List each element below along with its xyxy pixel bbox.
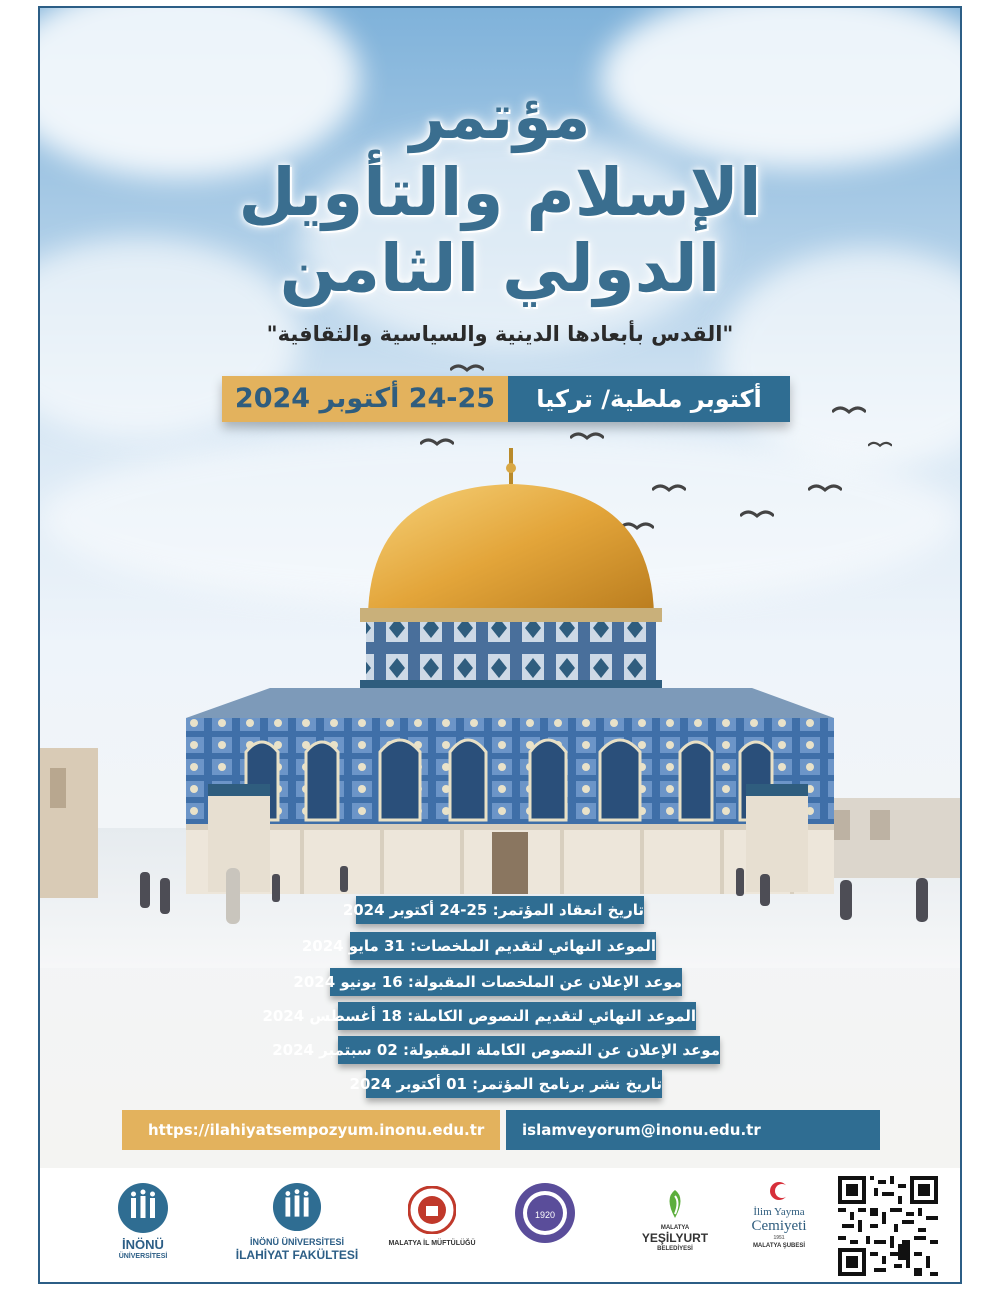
schedule-item: الموعد النهائي لتقديم الملخصات: 31 مايو 2024 xyxy=(350,932,656,960)
battalgazi-logo xyxy=(510,1182,580,1248)
email-link[interactable]: islamveyorum@inonu.edu.tr xyxy=(506,1110,880,1150)
title-line-3: الدولي الثامن xyxy=(279,230,721,307)
battalgazi-year: 1920 xyxy=(534,1210,556,1220)
ilahiyat-university: İNÖNÜ ÜNİVERSİTESİ xyxy=(249,1237,344,1247)
inonu-university-logo xyxy=(108,1182,178,1262)
event-date: 24-25 أكتوبر 2024 xyxy=(222,376,508,422)
schedule-item: تاريخ انعقاد المؤتمر: 25-24 أكتوبر 2024 xyxy=(356,896,644,924)
schedule-item: موعد الإعلان عن النصوص الكاملة المقبولة: 02 سبتمبر 2024 xyxy=(338,1036,720,1064)
bird-icon xyxy=(832,404,866,418)
yesilyurt-name: YEŞİLYURT xyxy=(641,1231,709,1245)
sponsor-logos xyxy=(40,1168,960,1284)
website-link[interactable]: https://ilahiyatsempozyum.inonu.edu.tr xyxy=(122,1110,500,1150)
ilim-line-1: İlim Yayma xyxy=(753,1206,805,1218)
title-line-1: مؤتمر xyxy=(409,80,591,153)
ilahiyat-faculty-logo xyxy=(222,1182,372,1262)
battalgazi-emblem-icon xyxy=(514,1182,576,1244)
malatya-mufti-logo xyxy=(372,1186,492,1250)
poster xyxy=(40,8,960,1168)
yesilyurt-emblem-icon xyxy=(662,1188,688,1220)
ilahiyat-emblem-icon xyxy=(272,1182,322,1232)
ilahiyat-faculty: İLAHİYAT FAKÜLTESİ xyxy=(235,1248,359,1262)
mufti-name: MALATYA İL MÜFTÜLÜĞÜ xyxy=(388,1240,476,1247)
crescent-icon xyxy=(768,1180,790,1202)
title-line-2: الإسلام والتأويل xyxy=(238,154,762,231)
dome-of-the-rock-illustration xyxy=(40,448,960,968)
ilim-line-2: Cemiyeti xyxy=(751,1218,807,1234)
inonu-emblem-icon xyxy=(117,1182,169,1234)
yesilyurt-sub: BELEDİYESİ xyxy=(657,1246,693,1252)
bird-icon xyxy=(570,430,604,444)
ilim-yayma-logo xyxy=(734,1180,824,1250)
mufti-emblem-icon xyxy=(408,1186,456,1234)
bird-icon xyxy=(450,362,484,376)
schedule-item: موعد الإعلان عن الملخصات المقبولة: 16 يونيو 2024 xyxy=(330,968,682,996)
poster-frame xyxy=(38,6,962,1284)
yesilyurt-city: MALATYA xyxy=(660,1225,690,1231)
subtitle: "القدس بأبعادها الدينية والسياسية والثقافية" xyxy=(266,322,734,346)
date-band xyxy=(222,376,790,422)
event-location: أكتوبر ملطية/ تركيا xyxy=(508,376,790,422)
inonu-subname: ÜNİVERSİTESİ xyxy=(118,1253,168,1260)
inonu-name: İNÖNÜ xyxy=(122,1237,164,1252)
ilim-branch: MALATYA ŞUBESİ xyxy=(752,1243,806,1249)
yesilyurt-logo xyxy=(630,1188,720,1253)
schedule-item: تاريخ نشر برنامج المؤتمر: 01 أكتوبر 2024 xyxy=(366,1070,662,1098)
schedule-item: الموعد النهائي لتقديم النصوص الكاملة: 18 أغسطس 2024 xyxy=(338,1002,696,1030)
qr-code[interactable] xyxy=(838,1176,938,1276)
ilim-year: 1951 xyxy=(773,1235,785,1241)
